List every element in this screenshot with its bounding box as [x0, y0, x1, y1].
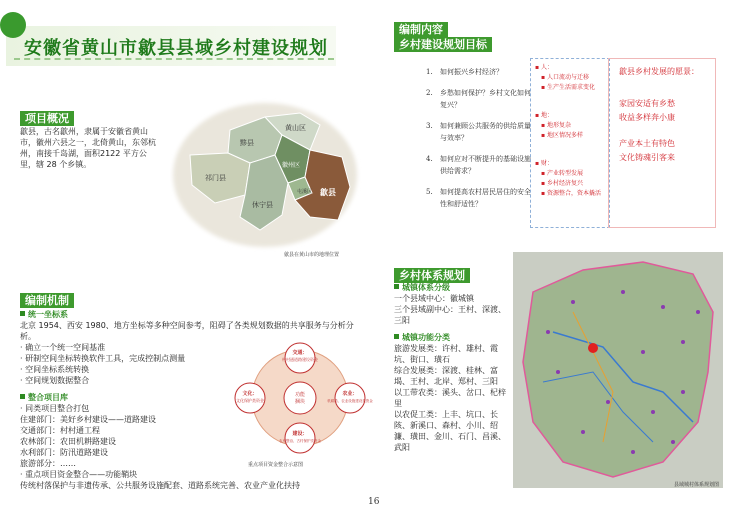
mid-item: ▪ 产业转型发展 — [541, 170, 583, 177]
mid-item: ▪ 乡村经济复兴 — [541, 180, 583, 187]
label-huizhou: 徽州区 — [282, 162, 301, 169]
mid-head: ▪ 财： — [535, 160, 553, 167]
project-item: · 重点项目资金整合——功能鞘块 — [20, 470, 138, 479]
title-circle-decoration — [0, 12, 26, 38]
county-map-caption: 县域城村体系规划图 — [674, 482, 720, 488]
projects-heading: 整合项目库 — [20, 392, 360, 403]
bottom-node-text: 农房整治、古村保护类资金 — [279, 439, 321, 443]
left-node-title: 文化： — [242, 391, 258, 397]
bottom-node-title: 建设： — [292, 431, 308, 437]
label-tunxi: 屯溪区 — [297, 189, 313, 195]
vision-line: 文化铸魂引客来 — [619, 153, 675, 162]
project-item: · 同类项目整合打包 — [20, 404, 90, 413]
content-tag: 编制内容 — [394, 22, 448, 37]
function-text: 旅游发展类：许村、雄村、霞坑、街口、璜石 综合发展类：深渡、桂林、富堨、王村、北岸、郑村、三阳 以工带农类：溪头、岔口、杞梓里 以农促工类：上丰、坑口、长陔、新溪口、森村、小川、绍濂、璜田、金川、石门、昌溪、武阳 — [394, 344, 506, 452]
right-node-title: 农业： — [342, 391, 358, 397]
coord-item: · 空间规划数据整合 — [20, 376, 90, 385]
question-item: 1. 如何振兴乡村经济？ — [426, 68, 503, 76]
label-yixian: 黟县 — [240, 139, 254, 147]
title-divider — [14, 58, 334, 60]
map-caption-huangshan: 歙县在黄山市的地理位置 — [284, 252, 340, 258]
project-item: 水利部门：防汛道路建设 — [20, 448, 108, 457]
bottom-node — [285, 423, 315, 453]
label-huangshanqu: 黄山区 — [285, 124, 306, 132]
mid-item: ▪ 生产生活需求变化 — [541, 84, 595, 91]
page-title: 安徽省黄山市歙县县域乡村建设规划 — [24, 38, 328, 59]
coord-item: · 空间坐标系统转换 — [20, 365, 90, 374]
hierarchy-heading: 城镇体系分级 — [394, 282, 506, 293]
project-item: 交通部门：村村通工程 — [20, 426, 100, 435]
question-item: 3. 如何兼顾公共服务的供给质量与效率？ — [426, 122, 531, 142]
county-center-marker — [588, 343, 598, 353]
function-heading: 城镇功能分类 — [394, 332, 506, 343]
people-land-money-box — [530, 58, 610, 228]
center-circle — [284, 382, 316, 414]
vision-line: 收益多样奔小康 — [619, 113, 675, 122]
goals-tag: 乡村建设规划目标 — [394, 37, 492, 52]
right-node-text: 机耕路、农业设施建设类资金 — [327, 399, 373, 403]
top-node-title: 交通： — [292, 350, 308, 356]
system-section — [394, 282, 506, 453]
huangshan-map — [170, 95, 365, 255]
right-node — [335, 383, 365, 413]
system-tag: 乡村体系规划 — [394, 268, 470, 283]
label-qimen: 祁门县 — [205, 174, 226, 182]
questions-list — [426, 66, 536, 219]
diagram-caption: 重点项目资金整合示意图 — [248, 462, 304, 468]
center-label-2: 捆块 — [294, 399, 306, 405]
overview-text: 歙县，古名歙州，隶属于安徽省黄山市，徽州六县之一，北倚黄山，东邻杭州，南接千岛湖，面积2122 平方公里，辖 28 个乡镇。 — [20, 127, 156, 169]
funding-integration-diagram — [220, 340, 380, 458]
question-item: 2. 乡愁如何保护？乡村文化如何复兴？ — [426, 89, 531, 109]
vision-box — [608, 58, 716, 228]
mid-head: ▪ 人： — [535, 64, 553, 71]
question-item: 4. 如何应对不断提升的基础设施供给需求？ — [426, 155, 531, 175]
mid-item: ▪ 资源整合，资本撬活 — [541, 190, 601, 197]
overview-tag: 项目概况 — [20, 111, 74, 126]
hierarchy-text: 一个县域中心：徽城镇 三个县域副中心：王村、深渡、三阳 — [394, 294, 506, 325]
coord-text: 北京 1954、西安 1980、地方坐标等多种空间参考，阻碍了各类规划数据的共享服务与分析分析。 — [20, 321, 354, 341]
project-item: 农林部门：农田机耕路建设 — [20, 437, 116, 446]
center-label-1: 功能 — [294, 392, 306, 398]
project-item: 传统村落保护与非遗传承、公共服务设施配套、道路系统完善、农业产业化扶持 — [20, 481, 300, 490]
coord-item: · 确立一个统一空间基准 — [20, 343, 106, 352]
mechanism-tag: 编制机制 — [20, 293, 74, 308]
mid-item: ▪ 人口流动与迁移 — [541, 74, 589, 81]
mid-head: ▪ 地： — [535, 112, 553, 119]
mid-item: ▪ 地形复杂 — [541, 122, 571, 129]
project-item: 住建部门：美好乡村建设——道路建设 — [20, 415, 156, 424]
coord-item: · 研制空间坐标转换软件工具，完成控制点测量 — [20, 354, 186, 363]
coord-heading: 统一坐标系 — [20, 309, 360, 320]
county-system-map — [513, 252, 723, 488]
vision-title: 歙县乡村发展的愿景： — [619, 67, 699, 76]
left-node-text: 文化保护类资金 — [236, 398, 264, 403]
top-node-text: 村村通道路建设资金 — [282, 357, 318, 362]
label-shexian: 歙县 — [320, 188, 336, 197]
vision-line: 家园安适有乡愁 — [619, 99, 675, 108]
page-number: 16 — [368, 497, 380, 507]
vision-line: 产业本土有特色 — [619, 139, 675, 148]
mid-item: ▪ 地区情况多样 — [541, 132, 583, 139]
project-item: 旅游部分：…… — [20, 459, 76, 468]
label-xiuning: 休宁县 — [252, 201, 273, 209]
question-item: 5. 如何提高农村居民居住的安全性和舒适性？ — [426, 188, 531, 208]
